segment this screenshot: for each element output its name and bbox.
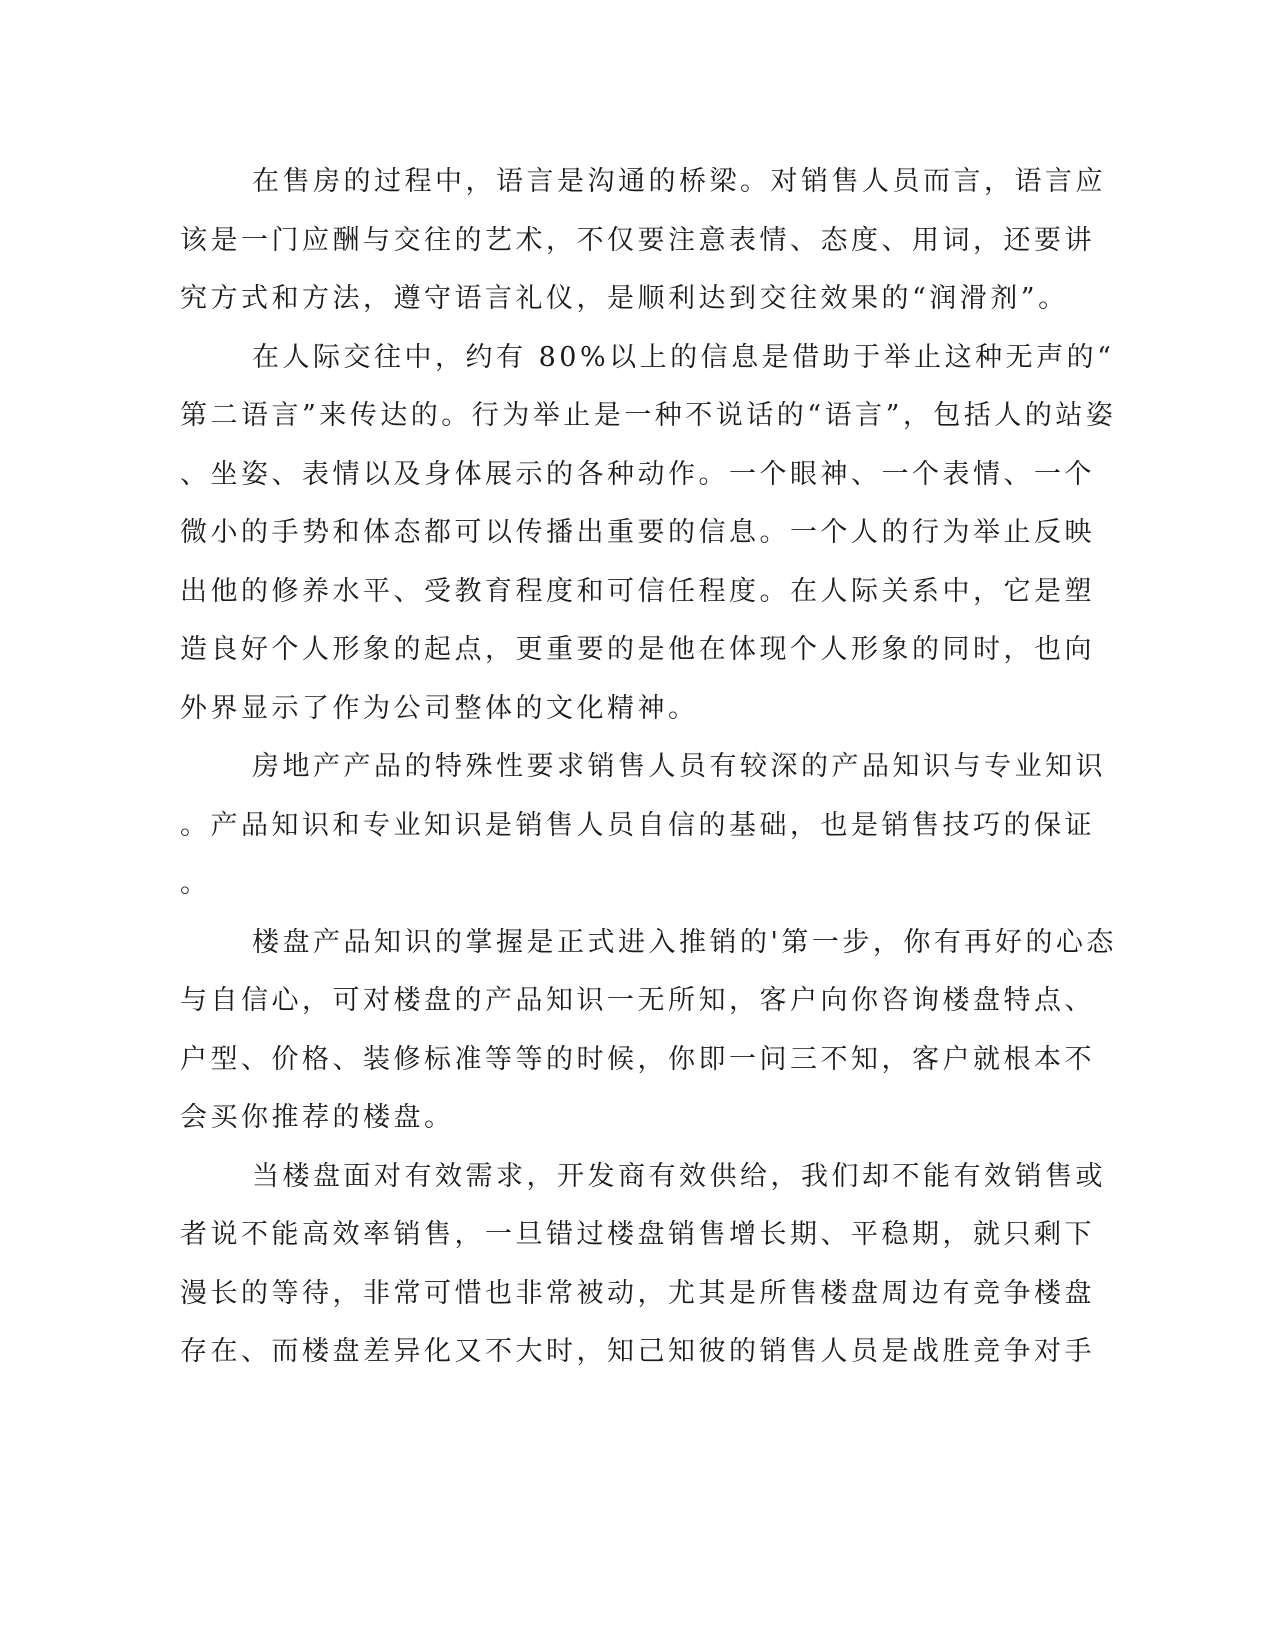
text-line: 存在、而楼盘差异化又不大时，知己知彼的销售人员是战胜竞争对手 [180,1336,1095,1367]
text-line: 在售房的过程中，语言是沟通的桥梁。对销售人员而言，语言应 [252,166,1106,197]
text-line: 微小的手势和体态都可以传播出重要的信息。一个人的行为举止反映 [180,517,1095,548]
text-line: 。 [180,868,211,899]
paragraph-competition [180,1148,1106,1382]
text-line: 当楼盘面对有效需求，开发商有效供给，我们却不能有效销售或 [252,1160,1106,1192]
text-line: 会买你推荐的楼盘。 [180,1102,455,1133]
document-body [180,153,1117,1382]
text-line: 在人际交往中，约有 80%以上的信息是借助于举止这种无声的“ [252,341,1115,373]
text-line: 与自信心，可对楼盘的产品知识一无所知，客户向你咨询楼盘特点、 [180,985,1095,1016]
paragraph-speech-etiquette [180,153,1106,329]
paragraph-product-knowledge [180,738,1106,914]
text-line: 者说不能高效率销售，一旦错过楼盘销售增长期、平稳期，就只剩下 [180,1219,1095,1250]
text-line: 、坐姿、表情以及身体展示的各种动作。一个眼神、一个表情、一个 [180,458,1095,490]
text-line: 。产品知识和专业知识是销售人员自信的基础，也是销售技巧的保证 [180,809,1095,841]
text-line: 户型、价格、装修标准等等的时候，你即一问三不知，客户就根本不 [180,1043,1095,1075]
text-line: 造良好个人形象的起点，更重要的是他在体现个人形象的同时，也向 [180,634,1095,665]
paragraph-first-step [180,914,1117,1148]
text-line: 出他的修养水平、受教育程度和可信任程度。在人际关系中，它是塑 [180,575,1095,607]
text-line: 楼盘产品知识的掌握是正式进入推销的'第一步，你有再好的心态 [252,926,1117,958]
text-line: 外界显示了作为公司整体的文化精神。 [180,692,699,724]
text-line: 究方式和方法，遵守语言礼仪，是顺利达到交往效果的“润滑剂”。 [180,283,1069,314]
text-line: 该是一门应酬与交往的艺术，不仅要注意表情、态度、用词，还要讲 [180,224,1095,256]
text-line: 第二语言”来传达的。行为举止是一种不说话的“语言”，包括人的站姿 [180,400,1117,431]
text-line: 房地产产品的特殊性要求销售人员有较深的产品知识与专业知识 [252,751,1106,782]
paragraph-body-language [180,329,1117,739]
text-line: 漫长的等待，非常可惜也非常被动，尤其是所售楼盘周边有竞争楼盘 [180,1277,1095,1309]
